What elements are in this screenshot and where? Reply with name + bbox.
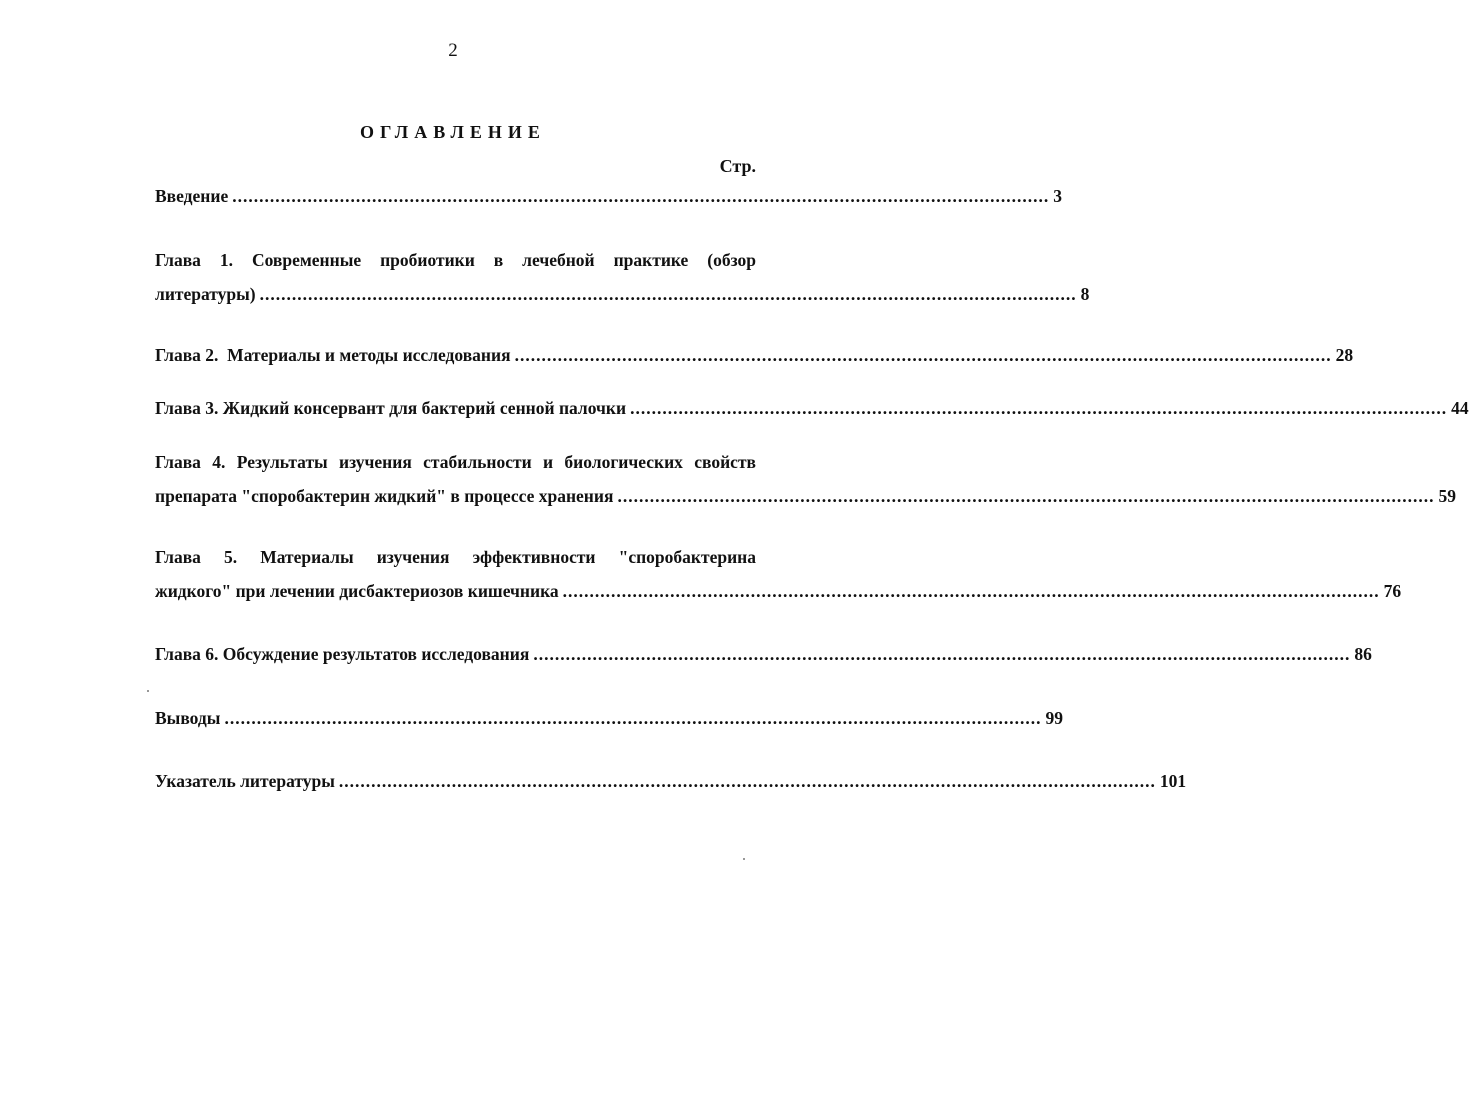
toc-entry-title: литературы) bbox=[155, 284, 256, 304]
leader-dots: ........................................................................................................................................................ bbox=[617, 486, 1435, 506]
toc-entry-title: Введение bbox=[155, 186, 229, 206]
toc-entry-title: Глава 2. Материалы и методы исследования bbox=[155, 345, 511, 365]
toc-entry-conclusions[interactable] bbox=[155, 701, 1063, 735]
toc-entry-title-line1: Глава 5. Материалы изучения эффективности "споробактерина bbox=[155, 547, 756, 567]
page-title: ОГЛАВЛЕНИЕ bbox=[360, 122, 546, 142]
leader-dots: ........................................................................................................................................................ bbox=[514, 345, 1332, 365]
page-number: 2 bbox=[448, 40, 458, 61]
toc-entry-page: 99 bbox=[1045, 708, 1063, 728]
toc-entry-page: 8 bbox=[1080, 284, 1090, 304]
page-column-label: Стр. bbox=[719, 156, 756, 176]
toc-entry-title: Выводы bbox=[155, 708, 221, 728]
leader-dots: ........................................................................................................................................................ bbox=[562, 581, 1380, 601]
leader-dots: ........................................................................................................................................................ bbox=[259, 284, 1077, 304]
toc-entry-title: Глава 6. Обсуждение результатов исследования bbox=[155, 644, 530, 664]
scan-speck bbox=[743, 858, 745, 860]
leader-dots: ........................................................................................................................................................ bbox=[533, 644, 1351, 664]
toc-entry-page: 76 bbox=[1383, 581, 1402, 601]
toc-entry-chapter-2[interactable] bbox=[155, 338, 1354, 372]
scan-speck bbox=[147, 690, 149, 692]
toc-entry-page: 59 bbox=[1438, 486, 1456, 506]
leader-dots: ........................................................................................................................................................ bbox=[232, 186, 1050, 206]
toc-entry-chapter-1[interactable] bbox=[155, 243, 1090, 311]
toc-entry-chapter-5[interactable] bbox=[155, 540, 1402, 608]
toc-entry-references[interactable] bbox=[155, 764, 1187, 798]
toc-entry-page: 28 bbox=[1335, 345, 1354, 365]
toc-entry-title: жидкого" при лечении дисбактериозов кишечника bbox=[155, 581, 559, 601]
toc-entry-title: Указатель литературы bbox=[155, 771, 335, 791]
toc-entry-chapter-3[interactable] bbox=[155, 391, 1469, 425]
toc-entry-title: Глава 3. Жидкий консервант для бактерий сенной палочки bbox=[155, 398, 627, 418]
toc-entry-page: 101 bbox=[1159, 771, 1187, 791]
toc-entry-title-line1: Глава 1. Современные пробиотики в лечебной практике (обзор bbox=[155, 250, 756, 270]
toc-entry-chapter-6[interactable] bbox=[155, 637, 1372, 671]
toc-entry-page: 44 bbox=[1451, 398, 1469, 418]
toc-entry-page: 86 bbox=[1354, 644, 1372, 664]
toc-entry-title: препарата "споробактерин жидкий" в процессе хранения bbox=[155, 486, 614, 506]
leader-dots: ........................................................................................................................................................ bbox=[338, 771, 1156, 791]
leader-dots: ........................................................................................................................................................ bbox=[630, 398, 1448, 418]
toc-entry-page: 3 bbox=[1053, 186, 1062, 206]
leader-dots: ........................................................................................................................................................ bbox=[224, 708, 1042, 728]
toc-entry-title-line1: Глава 4. Результаты изучения стабильности и биологических свойств bbox=[155, 452, 756, 472]
toc-entry-chapter-4[interactable] bbox=[155, 445, 1456, 513]
toc-entry-introduction[interactable] bbox=[155, 179, 1062, 213]
